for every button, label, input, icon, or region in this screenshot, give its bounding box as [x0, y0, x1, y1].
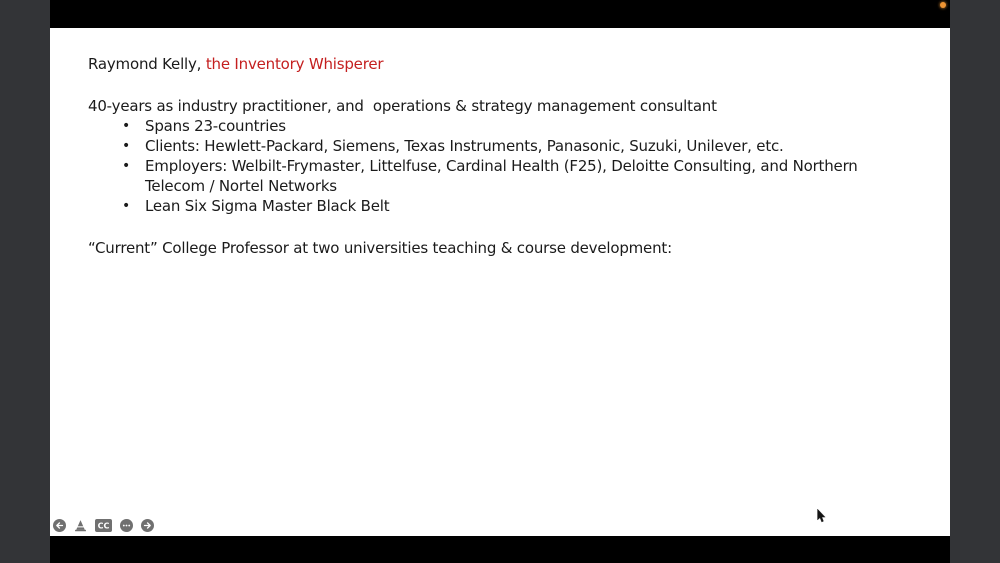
more-options-button[interactable] — [120, 519, 133, 532]
intro-text: 40-years as industry practitioner, and operations & strategy management consultant — [88, 97, 717, 115]
arrow-right-circle-icon — [141, 519, 154, 532]
slide-title — [88, 54, 383, 74]
cc-badge-icon — [95, 519, 112, 532]
video-frame — [50, 0, 950, 563]
title-name-text: Raymond Kelly, — [88, 55, 206, 73]
previous-button[interactable] — [53, 519, 66, 532]
captions-button[interactable] — [95, 519, 112, 532]
mouse-cursor-icon — [817, 509, 826, 523]
bullet-list — [88, 116, 890, 216]
next-button[interactable] — [141, 519, 154, 532]
recording-dot-icon — [940, 2, 946, 8]
ellipsis-icon — [120, 519, 133, 532]
bullet-item: • Clients: Hewlett-Packard, Siemens, Texas Instruments, Panasonic, Suzuki, Unilever, etc. — [88, 136, 890, 156]
player-controls — [53, 518, 154, 532]
bullet-item: • Spans 23-countries — [88, 116, 890, 136]
cone-icon — [74, 519, 87, 532]
svg-text:CC: CC — [97, 521, 110, 530]
cone-button[interactable] — [74, 519, 87, 532]
title-highlight-text: the Inventory Whisperer — [205, 55, 384, 73]
closing-text: “Current” College Professor at two universities teaching & course development: — [88, 239, 672, 257]
bullet-item: • Lean Six Sigma Master Black Belt — [88, 196, 890, 216]
presentation-slide — [50, 28, 950, 536]
arrow-left-circle-icon — [53, 519, 66, 532]
bullet-item: • Employers: Welbilt-Frymaster, Littelfuse, Cardinal Health (F25), Deloitte Consulting, and Northern Telecom / Nortel Networks — [88, 156, 890, 196]
